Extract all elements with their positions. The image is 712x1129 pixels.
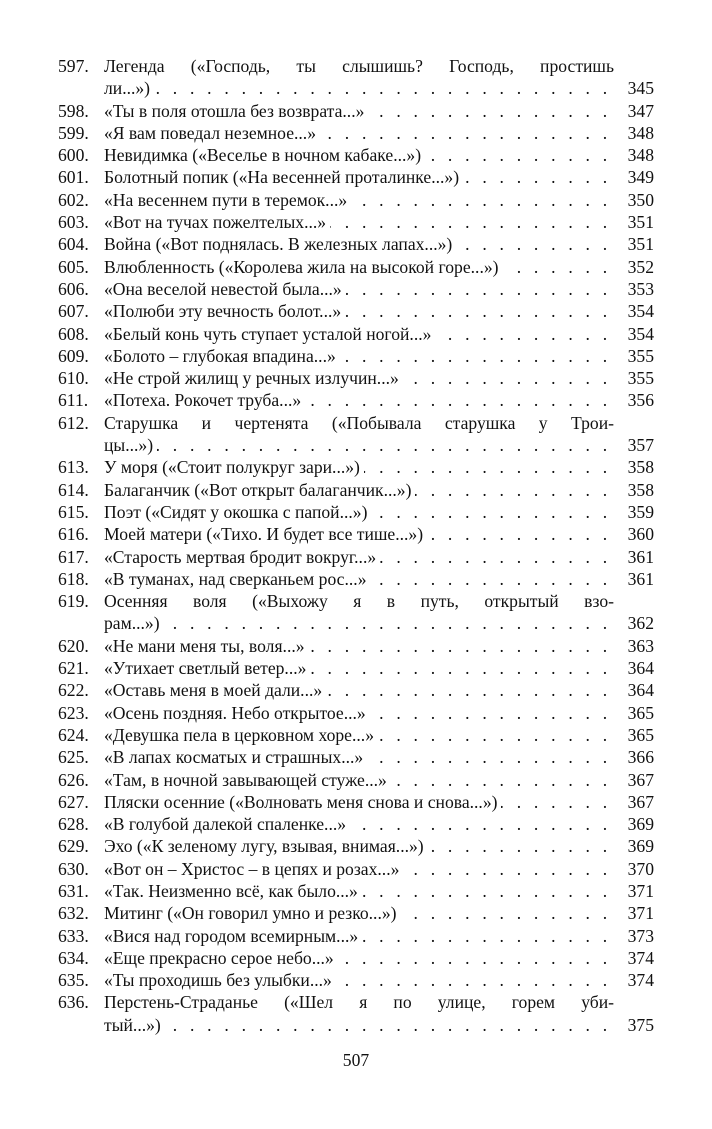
- toc-entry: [58, 100, 654, 122]
- toc-entry-title: Осенняя воля («Выхожу я в путь, открытый взо-: [104, 591, 614, 612]
- toc-entry-page: 369: [627, 836, 654, 857]
- toc-entry-line: [58, 835, 654, 857]
- toc-entry-title: «Вот на тучах пожелтелых...»: [104, 212, 330, 232]
- toc-entry: [58, 144, 654, 166]
- toc-entry-line: [58, 77, 654, 99]
- toc-entry-page: 348: [627, 122, 654, 143]
- toc-entry-title: «Болото – глубокая впадина...»: [104, 346, 340, 366]
- toc-entry-title-wrap: [104, 568, 614, 590]
- toc-entry-number: 609.: [58, 345, 89, 366]
- toc-entry: [58, 523, 654, 545]
- toc-entry-title-wrap: [104, 657, 614, 679]
- toc-entry-title: «Вот он – Христос – в цепях и розах...»: [104, 859, 403, 879]
- toc-entry-title-wrap: [104, 746, 614, 768]
- toc-entry: [58, 323, 654, 345]
- toc-entry: [58, 858, 654, 880]
- toc-entry-title: Поэт («Сидят у окошка с папой...»): [104, 502, 371, 522]
- toc-entry-title-wrap: [104, 813, 614, 835]
- toc-entry-title: «Там, в ночной завывающей стуже...»: [104, 770, 391, 790]
- toc-entry-title-wrap: [104, 323, 614, 345]
- toc-entry-title: Невидимка («Веселье в ночном кабаке...»): [104, 145, 425, 165]
- toc-entry-line: [58, 679, 654, 701]
- toc-entry-title-wrap: [104, 702, 614, 724]
- toc-entry-title: Эхо («К зеленому лугу, взывая, внимая...»): [104, 836, 428, 856]
- toc-entry: [58, 568, 654, 590]
- toc-entry: [58, 769, 654, 791]
- toc-entry: [58, 925, 654, 947]
- toc-entry-title-wrap: [104, 100, 614, 122]
- toc-entry-page: 354: [627, 323, 654, 344]
- toc-entry-number: 613.: [58, 457, 89, 478]
- toc-entry-line: [58, 345, 654, 367]
- toc-entry-line: [58, 122, 654, 144]
- toc-entry-title: «Так. Неизменно всё, как было...»: [104, 881, 362, 901]
- toc-entry-line: [58, 902, 654, 924]
- toc-entry-title: «В лапах косматых и страшных...»: [104, 747, 367, 767]
- toc-entry-number: 619.: [58, 591, 89, 612]
- toc-entry-title-wrap: [104, 969, 614, 991]
- toc-entry-number: 617.: [58, 546, 89, 567]
- toc-entry-line: [58, 1014, 654, 1036]
- toc-entry-title-wrap: [104, 300, 614, 322]
- toc-entry-title: «Потеха. Рокочет труба...»: [104, 390, 305, 410]
- toc-entry-page: 365: [627, 724, 654, 745]
- toc-entry-title-wrap: [104, 501, 614, 523]
- toc-entry-line: [58, 166, 654, 188]
- toc-entry-page: 367: [627, 769, 654, 790]
- toc-entry-title-wrap: [104, 858, 614, 880]
- toc-entry-title-wrap: [104, 925, 614, 947]
- toc-entry-title-wrap: [104, 791, 614, 813]
- toc-entry-title: «Полюби эту вечность болот...»: [104, 301, 345, 321]
- toc-entry-title-wrap: [104, 389, 614, 411]
- toc-entry-page: 351: [627, 234, 654, 255]
- toc-entry-title: «Еще прекрасно серое небо...»: [104, 948, 338, 968]
- toc-entry: [58, 367, 654, 389]
- toc-entry: [58, 657, 654, 679]
- toc-entry-line: [58, 389, 654, 411]
- toc-entry-title: ли...»): [104, 78, 154, 98]
- toc-entry-page: 354: [627, 301, 654, 322]
- toc-entry-line: [58, 769, 654, 791]
- toc-entry-number: 624.: [58, 724, 89, 745]
- toc-entry-line: [58, 233, 654, 255]
- toc-entry: [58, 278, 654, 300]
- toc-entry-line: [58, 590, 654, 612]
- toc-entry-page: 371: [627, 903, 654, 924]
- toc-entry-line: [58, 880, 654, 902]
- toc-entry: [58, 211, 654, 233]
- toc-entry-title: «Осень поздняя. Небо открытое...»: [104, 703, 370, 723]
- toc-entry-title-wrap: [104, 434, 614, 456]
- toc-entry-number: 620.: [58, 635, 89, 656]
- toc-entry-number: 601.: [58, 167, 89, 188]
- toc-entry: [58, 389, 654, 411]
- toc-entry-title-wrap: [104, 55, 614, 77]
- toc-entry: [58, 702, 654, 724]
- toc-entry-page: 353: [627, 278, 654, 299]
- toc-entry-page: 365: [627, 702, 654, 723]
- toc-entry-title: «В голубой далекой спаленке...»: [104, 814, 350, 834]
- toc-entry-title: цы...»): [104, 435, 157, 455]
- toc-entry-title: «Утихает светлый ветер...»: [104, 658, 310, 678]
- toc-entry-title: Болотный попик («На весенней проталинке...»): [104, 167, 463, 187]
- toc-entry: [58, 501, 654, 523]
- toc-entry-title: Перстень-Страданье («Шел я по улице, горем уби-: [104, 992, 614, 1013]
- toc-entry-title: «Ты в поля отошла без возврата...»: [104, 101, 368, 121]
- toc-entry-title-wrap: [104, 211, 614, 233]
- toc-entry: [58, 345, 654, 367]
- toc-entry-title: Балаганчик («Вот открыт балаганчик...»): [104, 480, 415, 500]
- toc-entry-page: 361: [627, 568, 654, 589]
- toc-entry-title: Влюбленность («Королева жила на высокой горе...»): [104, 257, 503, 277]
- toc-entry-page: 356: [627, 390, 654, 411]
- toc-entry-number: 600.: [58, 145, 89, 166]
- toc-entry-number: 626.: [58, 769, 89, 790]
- toc-entry-title: Митинг («Он говорил умно и резко...»): [104, 903, 401, 923]
- toc-entry-number: 606.: [58, 278, 89, 299]
- toc-entry-page: 364: [627, 680, 654, 701]
- toc-entry: [58, 233, 654, 255]
- toc-entry-page: 373: [627, 925, 654, 946]
- toc-entry-page: 358: [627, 457, 654, 478]
- toc-entry-number: 631.: [58, 880, 89, 901]
- toc-entry: [58, 479, 654, 501]
- toc-entry-number: 625.: [58, 747, 89, 768]
- toc-entry-line: [58, 412, 654, 434]
- toc-entry: [58, 991, 654, 1036]
- table-of-contents: [58, 55, 654, 1036]
- toc-entry-line: [58, 300, 654, 322]
- toc-entry-title-wrap: [104, 991, 614, 1013]
- toc-entry-page: 349: [627, 167, 654, 188]
- toc-entry: [58, 880, 654, 902]
- toc-entry-page: 362: [627, 613, 654, 634]
- toc-entry-title: «Оставь меня в моей дали...»: [104, 680, 326, 700]
- toc-entry-page: 347: [627, 100, 654, 121]
- toc-entry-number: 616.: [58, 524, 89, 545]
- toc-entry-page: 355: [627, 345, 654, 366]
- toc-entry: [58, 256, 654, 278]
- toc-entry: [58, 679, 654, 701]
- toc-entry: [58, 189, 654, 211]
- toc-entry-title-wrap: [104, 166, 614, 188]
- toc-entry-number: 634.: [58, 947, 89, 968]
- toc-entry-number: 628.: [58, 814, 89, 835]
- toc-entry-number: 612.: [58, 412, 89, 433]
- toc-entry-line: [58, 189, 654, 211]
- toc-entry: [58, 546, 654, 568]
- toc-entry-line: [58, 657, 654, 679]
- toc-entry-number: 623.: [58, 702, 89, 723]
- toc-entry-title-wrap: [104, 523, 614, 545]
- toc-entry: [58, 635, 654, 657]
- toc-entry-page: 355: [627, 368, 654, 389]
- toc-entry-page: 366: [627, 747, 654, 768]
- toc-entry-title-wrap: [104, 902, 614, 924]
- toc-entry-title-wrap: [104, 679, 614, 701]
- toc-entry-line: [58, 947, 654, 969]
- toc-entry-title: тый...»): [104, 1015, 165, 1035]
- toc-entry-page: 359: [627, 501, 654, 522]
- toc-entry: [58, 300, 654, 322]
- toc-entry-page: 361: [627, 546, 654, 567]
- toc-entry: [58, 902, 654, 924]
- toc-entry-page: 352: [627, 256, 654, 277]
- toc-entry-number: 607.: [58, 301, 89, 322]
- toc-entry-title: «Не строй жилищ у речных излучин...»: [104, 368, 403, 388]
- toc-entry-line: [58, 746, 654, 768]
- toc-entry-title: «Белый конь чуть ступает усталой ногой...»: [104, 324, 435, 344]
- toc-entry-line: [58, 612, 654, 634]
- toc-entry-number: 608.: [58, 323, 89, 344]
- toc-entry-number: 610.: [58, 368, 89, 389]
- toc-entry-title-wrap: [104, 1014, 614, 1036]
- toc-entry-line: [58, 523, 654, 545]
- toc-entry-title: рам...»): [104, 613, 164, 633]
- toc-entry-page: 345: [627, 78, 654, 99]
- toc-entry-number: 618.: [58, 568, 89, 589]
- toc-entry-title: «Старость мертвая бродит вокруг...»: [104, 547, 380, 567]
- toc-entry-page: 371: [627, 880, 654, 901]
- toc-entry-title: Пляски осенние («Волновать меня снова и снова...»): [104, 792, 501, 812]
- toc-entry-line: [58, 256, 654, 278]
- toc-entry-line: [58, 546, 654, 568]
- toc-entry-number: 622.: [58, 680, 89, 701]
- toc-entry-title-wrap: [104, 122, 614, 144]
- toc-entry: [58, 724, 654, 746]
- toc-entry-title: Старушка и чертенята («Побывала старушка у Трои-: [104, 412, 614, 433]
- toc-entry-title-wrap: [104, 769, 614, 791]
- toc-entry-title: «Она веселой невестой была...»: [104, 279, 346, 299]
- toc-entry-line: [58, 55, 654, 77]
- toc-entry-page: 375: [627, 1014, 654, 1035]
- toc-entry: [58, 412, 654, 457]
- toc-entry-number: 632.: [58, 903, 89, 924]
- toc-entry-line: [58, 278, 654, 300]
- toc-entry-title-wrap: [104, 546, 614, 568]
- toc-entry-page: 367: [627, 791, 654, 812]
- toc-entry: [58, 746, 654, 768]
- toc-entry-line: [58, 635, 654, 657]
- toc-entry-number: 627.: [58, 791, 89, 812]
- toc-entry-line: [58, 501, 654, 523]
- toc-entry-title-wrap: [104, 233, 614, 255]
- toc-entry-title: «Вися над городом всемирным...»: [104, 926, 362, 946]
- toc-entry-title-wrap: [104, 345, 614, 367]
- toc-entry-title: «Я вам поведал неземное...»: [104, 123, 320, 143]
- toc-entry-number: 635.: [58, 970, 89, 991]
- toc-entry-line: [58, 858, 654, 880]
- toc-entry: [58, 122, 654, 144]
- toc-entry-title-wrap: [104, 77, 614, 99]
- toc-entry-number: 621.: [58, 658, 89, 679]
- toc-entry-number: 602.: [58, 189, 89, 210]
- toc-entry-page: 348: [627, 145, 654, 166]
- toc-entry-line: [58, 702, 654, 724]
- toc-entry-title-wrap: [104, 635, 614, 657]
- toc-entry-title: Моей матери («Тихо. И будет все тише...»): [104, 524, 427, 544]
- toc-entry-title-wrap: [104, 456, 614, 478]
- toc-entry-title: «В туманах, над сверканьем рос...»: [104, 569, 371, 589]
- toc-entry-title-wrap: [104, 479, 614, 501]
- toc-entry-page: 357: [627, 435, 654, 456]
- toc-entry: [58, 590, 654, 635]
- toc-entry-number: 630.: [58, 858, 89, 879]
- toc-entry-line: [58, 100, 654, 122]
- toc-entry-title-wrap: [104, 590, 614, 612]
- toc-entry-page: 364: [627, 658, 654, 679]
- toc-entry-line: [58, 144, 654, 166]
- toc-entry-page: 360: [627, 524, 654, 545]
- toc-entry-line: [58, 791, 654, 813]
- toc-entry-title-wrap: [104, 367, 614, 389]
- toc-entry-title-wrap: [104, 256, 614, 278]
- toc-entry-number: 636.: [58, 992, 89, 1013]
- toc-entry-page: 363: [627, 635, 654, 656]
- toc-entry-title: У моря («Стоит полукруг зари...»): [104, 457, 364, 477]
- toc-entry-title: Легенда («Господь, ты слышишь? Господь, простишь: [104, 56, 614, 76]
- toc-entry-title: «Не мани меня ты, воля...»: [104, 636, 309, 656]
- toc-entry-title: Война («Вот поднялась. В железных лапах...»): [104, 234, 456, 254]
- toc-entry-title-wrap: [104, 947, 614, 969]
- toc-entry-line: [58, 323, 654, 345]
- toc-entry-line: [58, 456, 654, 478]
- toc-entry: [58, 835, 654, 857]
- toc-entry-title-wrap: [104, 612, 614, 634]
- toc-entry-number: 633.: [58, 925, 89, 946]
- page-number-footer: 507: [342, 1050, 370, 1070]
- toc-entry-line: [58, 367, 654, 389]
- toc-entry-line: [58, 991, 654, 1013]
- toc-entry-line: [58, 479, 654, 501]
- toc-entry-line: [58, 813, 654, 835]
- toc-entry-line: [58, 724, 654, 746]
- toc-entry-page: 350: [627, 189, 654, 210]
- toc-entry-page: 351: [627, 212, 654, 233]
- toc-entry-title-wrap: [104, 144, 614, 166]
- toc-entry-title-wrap: [104, 835, 614, 857]
- toc-entry-title-wrap: [104, 278, 614, 300]
- toc-entry-title: «Ты проходишь без улыбки...»: [104, 970, 336, 990]
- toc-entry-number: 599.: [58, 122, 89, 143]
- toc-entry-title-wrap: [104, 880, 614, 902]
- toc-entry-number: 605.: [58, 256, 89, 277]
- toc-entry-page: 374: [627, 947, 654, 968]
- toc-entry: [58, 456, 654, 478]
- toc-entry-number: 598.: [58, 100, 89, 121]
- toc-entry-number: 614.: [58, 479, 89, 500]
- toc-entry-page: 358: [627, 479, 654, 500]
- toc-entry-number: 629.: [58, 836, 89, 857]
- toc-entry: [58, 969, 654, 991]
- toc-entry-page: 369: [627, 814, 654, 835]
- toc-entry-title: «Девушка пела в церковном хоре...»: [104, 725, 378, 745]
- toc-entry-title-wrap: [104, 724, 614, 746]
- toc-entry-number: 604.: [58, 234, 89, 255]
- toc-entry-page: 374: [627, 970, 654, 991]
- toc-entry-title: «На весеннем пути в теремок...»: [104, 190, 351, 210]
- toc-entry-line: [58, 211, 654, 233]
- toc-entry-page: 370: [627, 858, 654, 879]
- toc-entry: [58, 166, 654, 188]
- toc-entry: [58, 813, 654, 835]
- toc-entry-title-wrap: [104, 189, 614, 211]
- toc-entry-line: [58, 925, 654, 947]
- toc-entry-line: [58, 434, 654, 456]
- toc-entry: [58, 947, 654, 969]
- toc-entry-line: [58, 568, 654, 590]
- toc-entry-line: [58, 969, 654, 991]
- toc-entry: [58, 55, 654, 100]
- toc-entry-number: 615.: [58, 501, 89, 522]
- toc-entry-title-wrap: [104, 412, 614, 434]
- toc-entry-number: 603.: [58, 212, 89, 233]
- toc-entry: [58, 791, 654, 813]
- toc-entry-number: 611.: [58, 390, 89, 411]
- toc-entry-number: 597.: [58, 56, 89, 76]
